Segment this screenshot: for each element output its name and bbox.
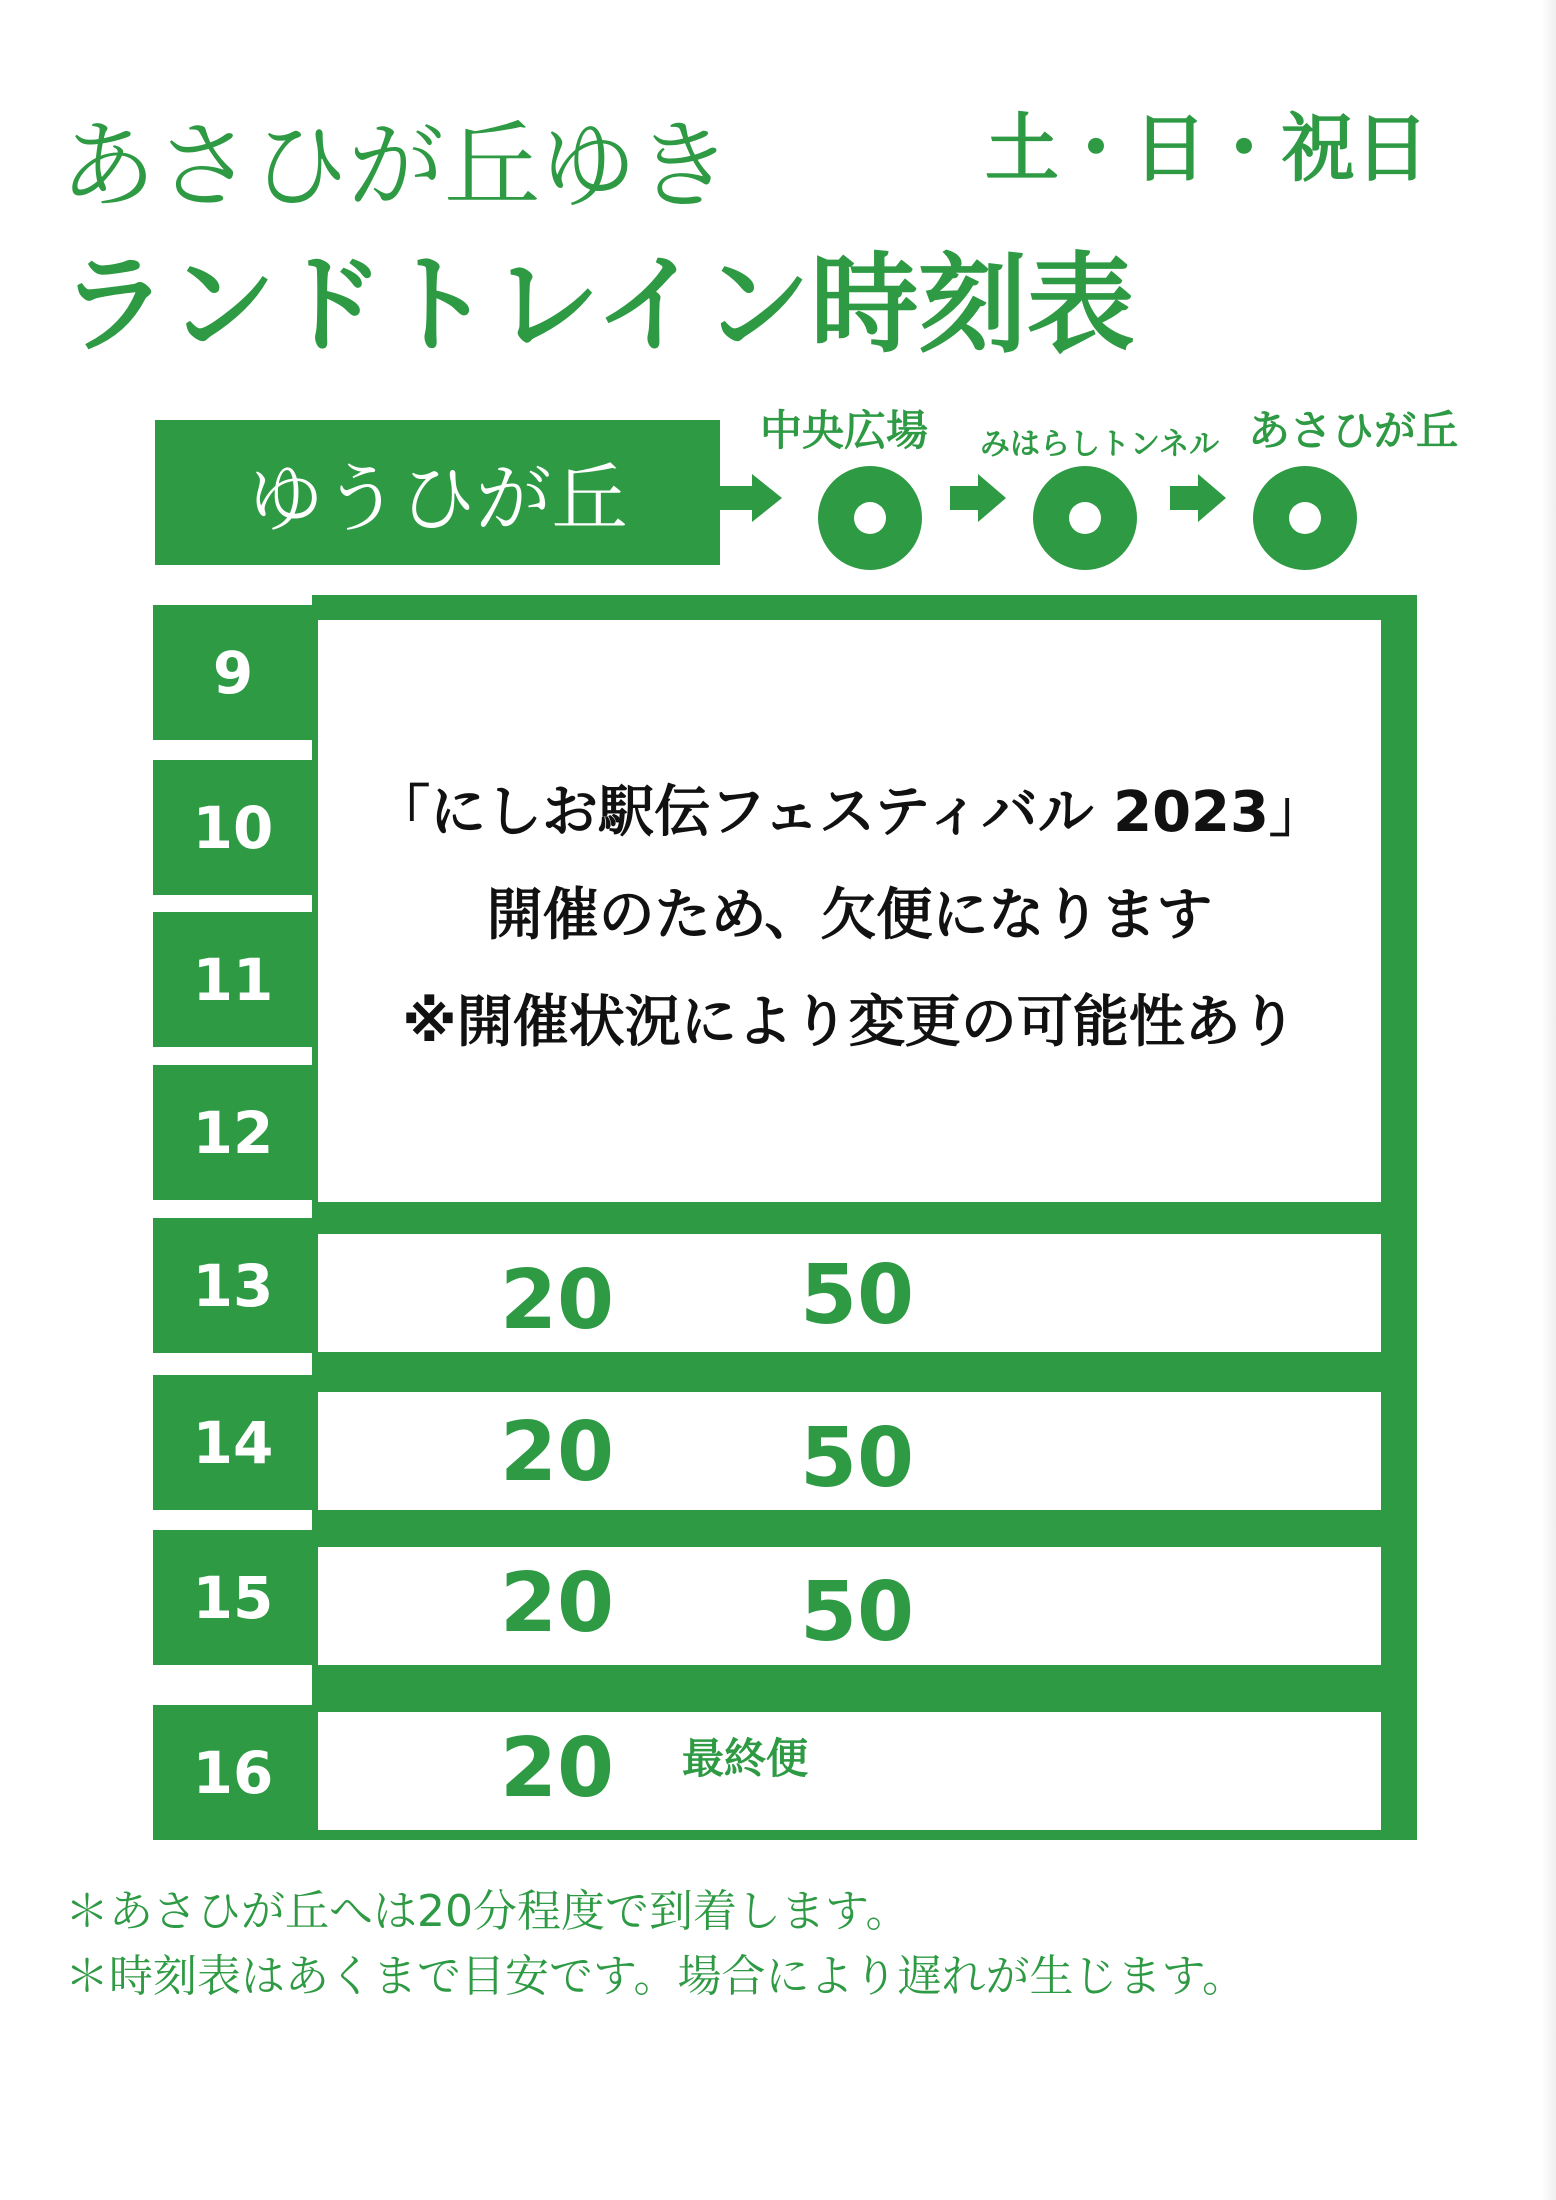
route-diagram [700, 440, 1380, 580]
hour-label [153, 1218, 313, 1353]
hour-label [153, 1705, 313, 1840]
stop-label-asahigaoka: あさひが丘 [1248, 406, 1459, 455]
notice-line: ※開催状況により変更の可能性あり [402, 990, 1297, 1055]
hour-label [153, 1065, 313, 1200]
hour-label [153, 605, 313, 740]
stop-label-central-plaza: 中央広場 [760, 406, 929, 455]
hour-value: 9 [212, 638, 254, 707]
notice-line: 開催のため、欠便になります [486, 883, 1213, 948]
page-edge-shadow [1542, 0, 1556, 2200]
departure-minute: 20 [500, 1253, 615, 1348]
timetable-row [318, 1712, 1381, 1830]
station-circle-icon [818, 466, 922, 570]
hour-value: 13 [192, 1251, 274, 1320]
arrow-right-icon [950, 474, 1006, 522]
last-train-note: 最終便 [682, 1734, 809, 1783]
departure-minute: 20 [500, 1721, 615, 1816]
hour-value: 15 [192, 1563, 274, 1632]
station-circle-icon [1033, 466, 1137, 570]
hour-value: 11 [192, 945, 274, 1014]
origin-station-box [155, 420, 720, 565]
title-timetable: ランドトレイン時刻表 [60, 243, 1135, 368]
departure-minute: 20 [500, 1405, 615, 1500]
departure-minute: 50 [800, 1248, 915, 1343]
arrow-right-icon [1170, 474, 1226, 522]
hour-value: 14 [192, 1408, 274, 1477]
departure-minute: 20 [500, 1556, 615, 1651]
title-destination: あさひが丘ゆき [60, 110, 732, 222]
hour-label [153, 760, 313, 895]
departure-minute: 50 [800, 1565, 915, 1660]
stop-label-view-tunnel: みはらしトンネル [980, 427, 1220, 462]
hour-label [153, 1375, 313, 1510]
hour-value: 12 [192, 1098, 274, 1167]
footnote: ＊あさひが丘へは20分程度で到着します。 [65, 1886, 910, 1937]
origin-station-label: ゆうひが丘 [247, 454, 628, 543]
hour-value: 10 [192, 793, 274, 862]
hour-value: 16 [192, 1738, 274, 1807]
hour-label [153, 1530, 313, 1665]
hour-label [153, 912, 313, 1047]
footnote: ＊時刻表はあくまで目安です。場合により遅れが生じます。 [65, 1951, 1246, 2002]
arrow-right-icon [720, 474, 782, 522]
service-days-label: 土・日・祝日 [985, 106, 1429, 192]
notice-line: 「にしお駅伝フェスティバル 2023」 [374, 780, 1325, 845]
departure-minute: 50 [800, 1411, 915, 1506]
station-circle-icon [1253, 466, 1357, 570]
